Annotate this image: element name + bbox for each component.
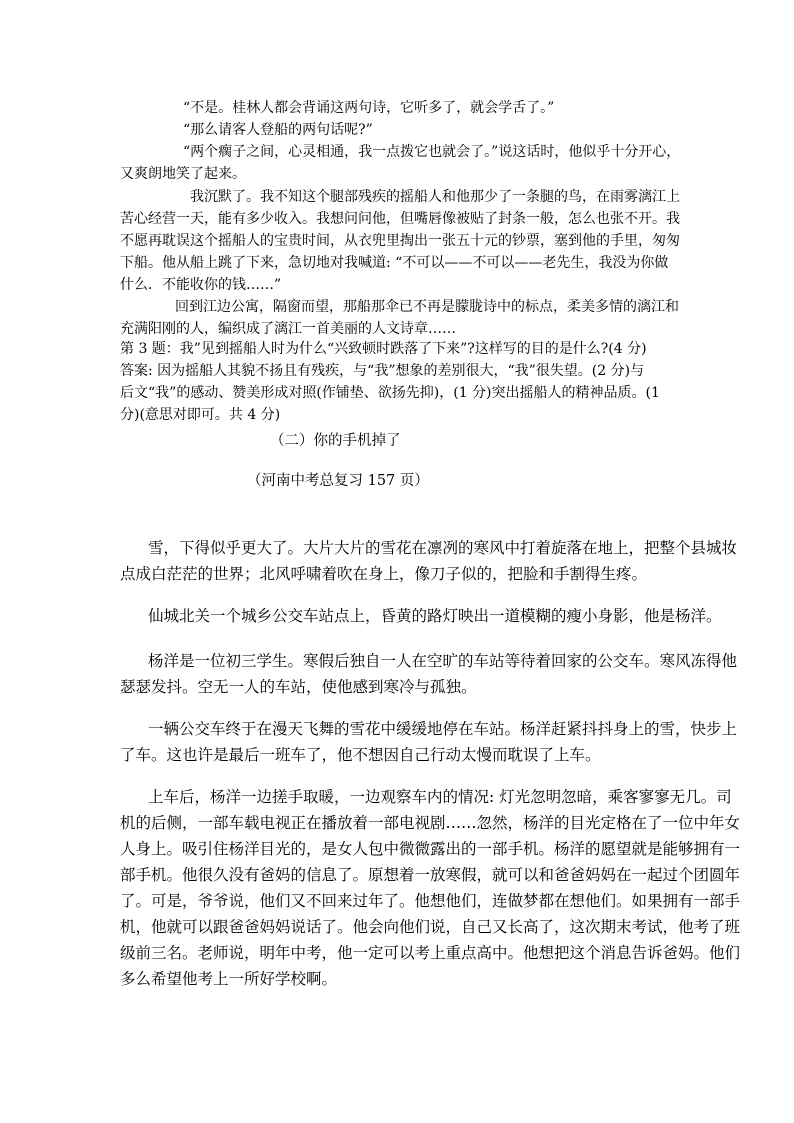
passage1-line-6: 苦心经营一天，能有多少收入。我想问问他，但嘴唇像被贴了封条一般，怎么也张不开。我 (120, 211, 680, 227)
story-p5-line-6: 机，他就可以跟爸爸妈妈说话了。他会向他们说，自己又长高了，这次期末考试，他考了班 (120, 918, 741, 936)
story-p3-line-1: 杨洋是一位初三学生。寒假后独自一人在空旷的车站等待着回家的公交车。寒风冻得他 (148, 652, 738, 670)
story-p3-line-2: 瑟瑟发抖。空无一人的车站，使他感到寒冷与孤独。 (120, 678, 477, 696)
question-line: 第 3 题：我”见到摇船人时为什么“兴致顿时跌落了下来”?这样写的目的是什么?(4 分) (120, 341, 647, 357)
passage1-line-4: 又爽朗地笑了起来。 (120, 166, 246, 182)
passage1-line-9: 什么．不能收你的钱……” (120, 277, 282, 293)
story-p4-line-2: 了车。这也许是最后一班车了，他不想因自己行动太慢而耽误了上车。 (120, 746, 601, 764)
answer-line-3: 分)(意思对即可。共 4 分) (120, 407, 281, 423)
passage1-line-1: “不是。桂林人都会背诵这两句诗，它听多了，就会学舌了。” (183, 100, 555, 116)
passage1-line-7: 不愿再耽误这个摇船人的宝贵时间，从衣兜里掏出一张五十元的钞票，塞到他的手里，匆匆 (120, 233, 680, 249)
answer-line-1: 答案: 因为摇船人其貌不扬且有残疾，与“我”想象的差别很大，“我”很失望。(2 分)与 (120, 363, 645, 379)
story-p5-line-2: 机的后侧，一部车载电视正在播放着一部电视剧……忽然，杨洋的目光定格在了一位中年女 (120, 814, 741, 832)
section-source: （河南中考总复习 157 页） (247, 473, 429, 489)
section-title: （二）你的手机掉了 (270, 433, 401, 449)
story-p2-line-1: 仙城北关一个城乡公交车站点上，昏黄的路灯映出一道模糊的瘦小身影，他是杨洋。 (148, 607, 722, 625)
story-p5-line-1: 上车后，杨洋一边搓手取暖，一边观察车内的情况: 灯光忽明忽暗，乘客寥寥无几。司 (148, 788, 732, 806)
story-p5-line-3: 人身上。吸引住杨洋目光的，是女人包中微微露出的一部手机。杨洋的愿望就是能够拥有一 (120, 840, 741, 858)
passage1-line-2: “那么请客人登船的两句话呢?” (183, 122, 373, 138)
passage1-line-5: 我沉默了。我不知这个腿部残疾的摇船人和他那少了一条腿的鸟，在雨雾漓江上 (190, 189, 680, 205)
story-p5-line-4: 部手机。他很久没有爸妈的信息了。原想着一放寒假，就可以和爸爸妈妈在一起过个团圆年 (120, 866, 741, 884)
story-p1-line-2: 点成白茫茫的世界；北风呼啸着吹在身上，像刀子似的，把脸和手割得生疼。 (120, 565, 648, 583)
story-p5-line-7: 级前三名。老师说，明年中考，他一定可以考上重点高中。他想把这个消息告诉爸妈。他们 (120, 944, 741, 962)
story-p4-line-1: 一辆公交车终于在漫天飞舞的雪花中缓缓地停在车站。杨洋赶紧抖抖身上的雪，快步上 (148, 720, 738, 738)
story-p5-line-8: 多么希望他考上一所好学校啊。 (120, 970, 338, 988)
passage1-line-8: 下船。他从船上跳了下来，急切地对我喊道: “不可以——不可以——老先生，我没为你做 (120, 255, 669, 271)
story-p1-line-1: 雪，下得似乎更大了。大片大片的雪花在凛冽的寒风中打着旋落在地上，把整个县城妆 (148, 539, 738, 557)
passage1-line-10: 回到江边公寓，隔窗而望，那船那伞已不再是朦胧诗中的标点，柔美多情的漓江和 (175, 299, 679, 315)
passage1-line-11: 充满阳刚的人，编织成了漓江一首美丽的人文诗章…… (120, 321, 456, 337)
passage1-line-3: “两个瘸子之间，心灵相通，我一点拨它也就会了。”说这话时，他似乎十分开心， (183, 144, 681, 160)
answer-line-2: 后文“我”的感动、赞美形成对照(作铺垫、欲扬先抑)，(1 分)突出摇船人的精神品质。(1 (120, 385, 660, 401)
story-p5-line-5: 了。可是，爷爷说，他们又不回来过年了。他想他们，连做梦都在想他们。如果拥有一部手 (120, 892, 741, 910)
